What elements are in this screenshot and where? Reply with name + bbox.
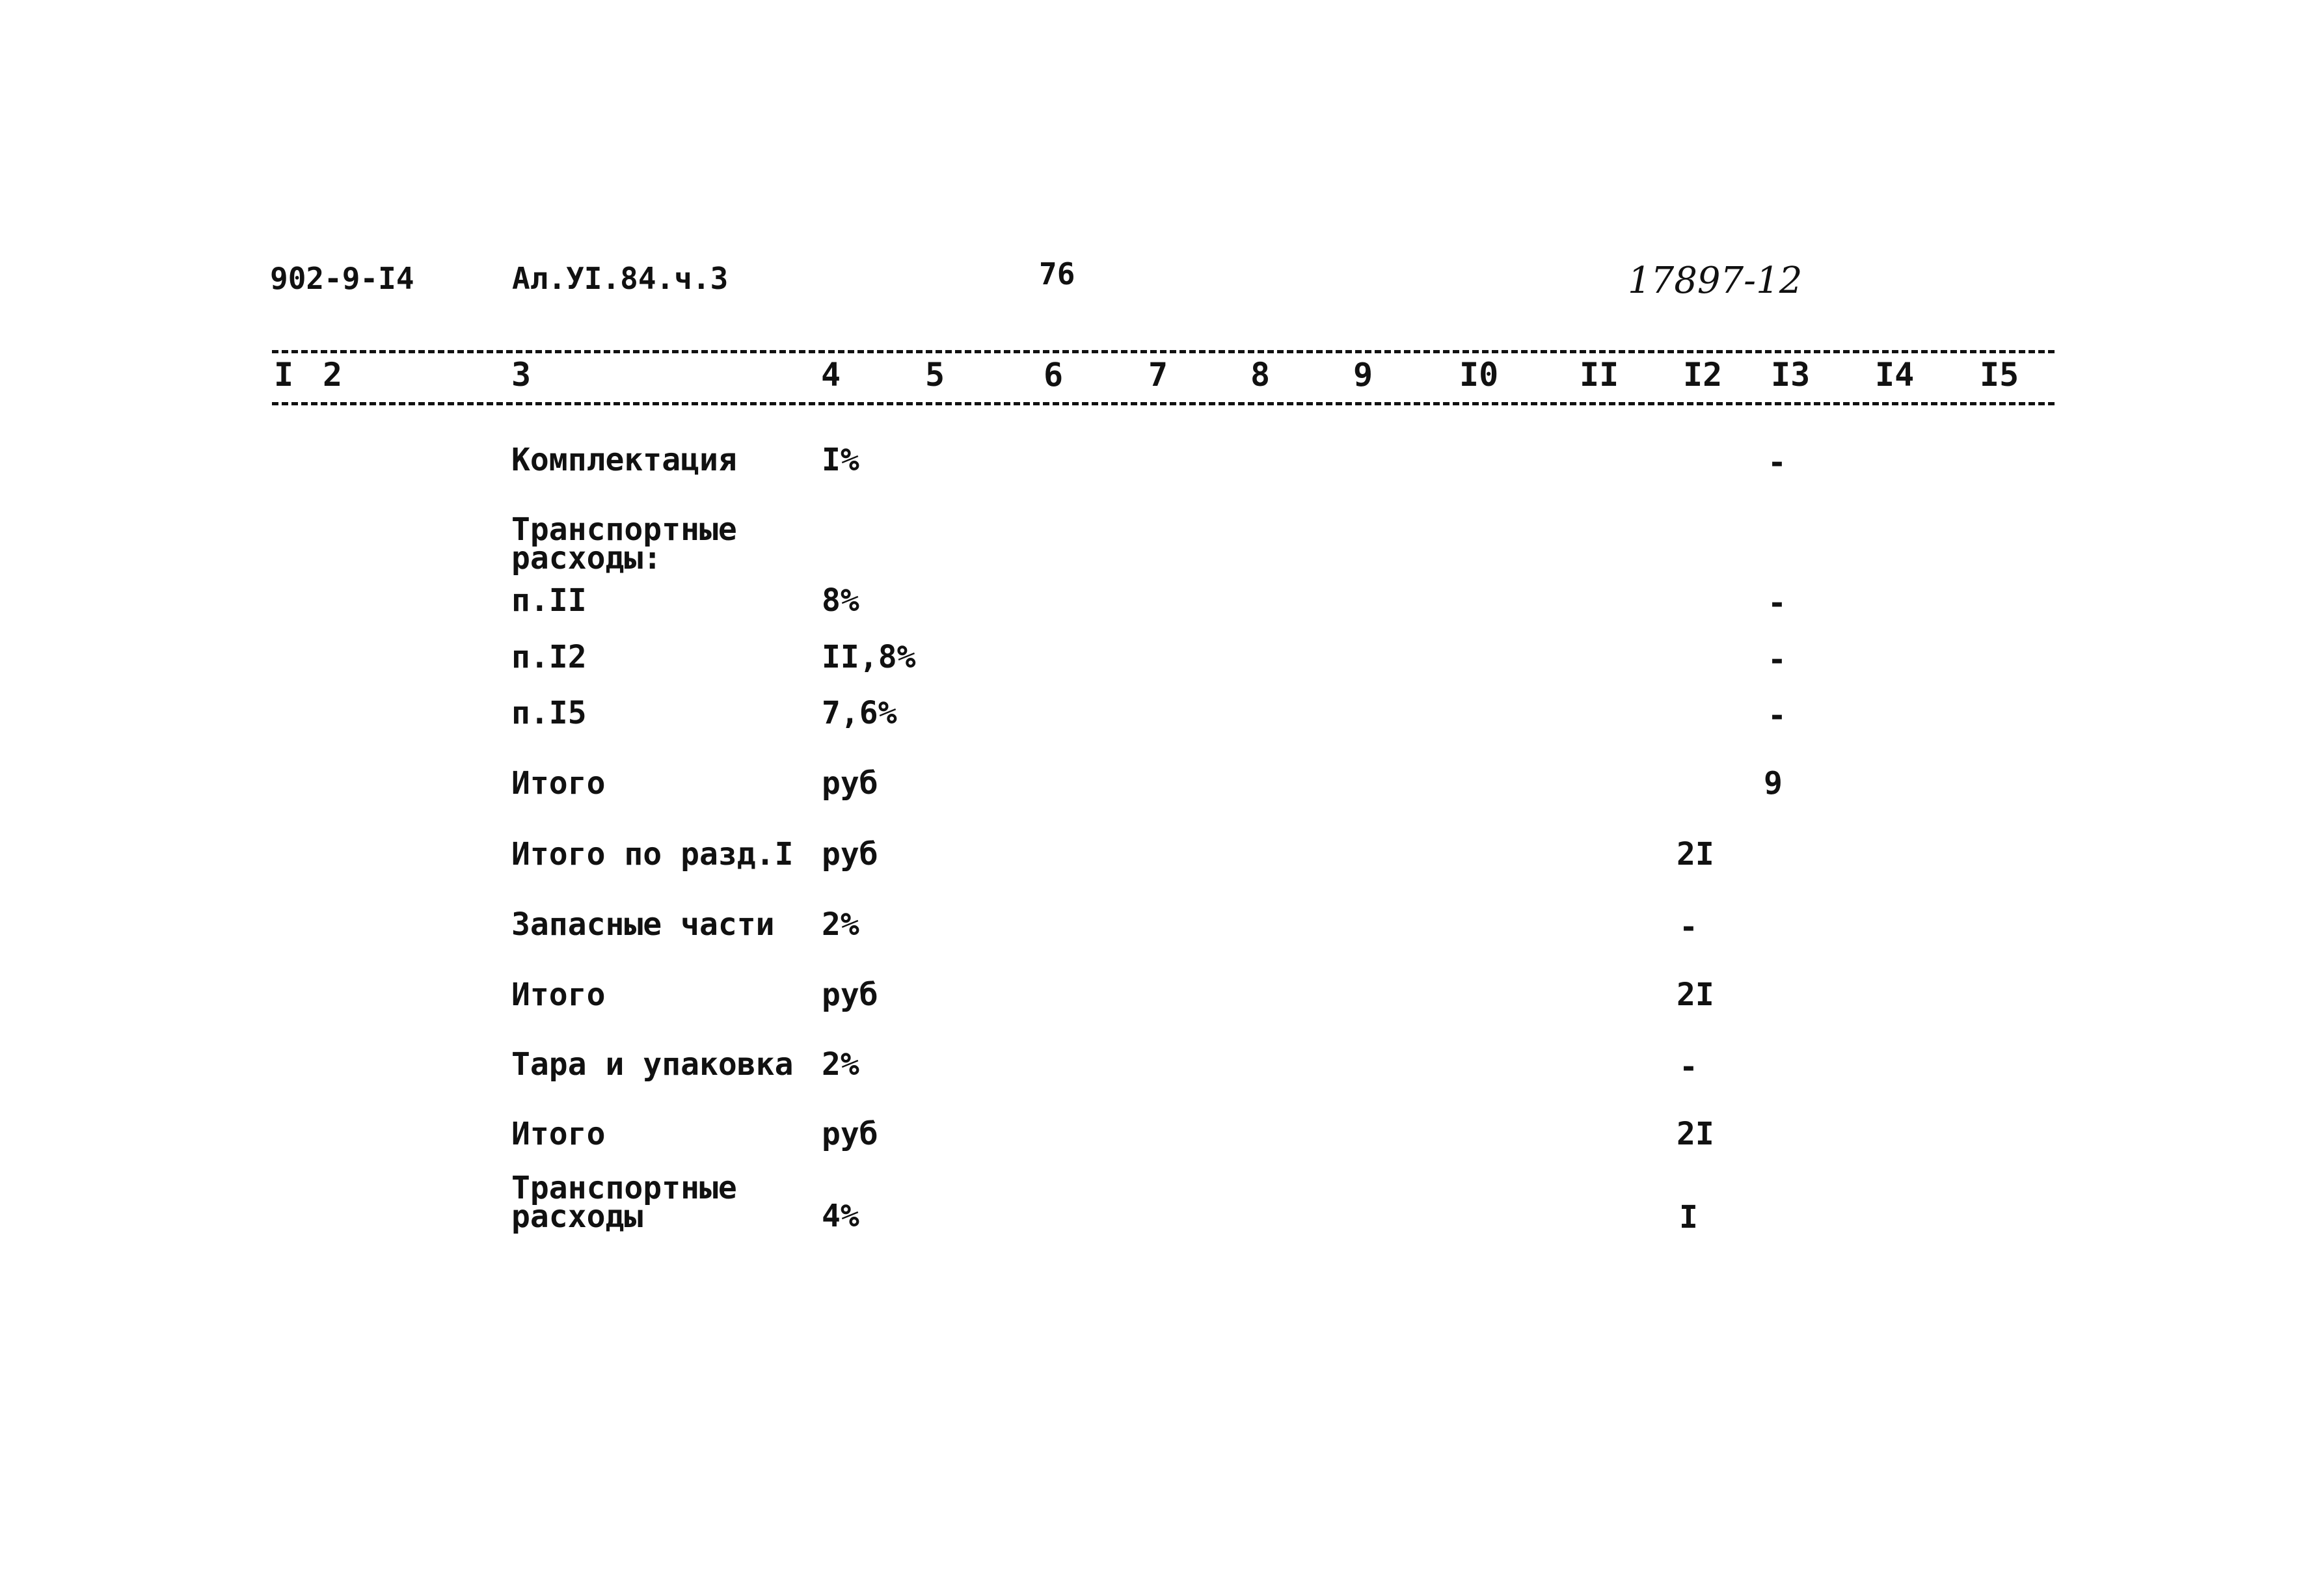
row-value: - [1679,1049,1698,1085]
row-unit: руб [822,836,878,872]
row-name: Транспортные расходы: [511,511,737,576]
row-name: Итого [511,765,606,802]
column-number: 7 [1148,356,1168,394]
column-number: II [1580,356,1619,394]
column-number: 3 [511,356,532,394]
row-unit: 2% [822,1046,859,1083]
row-unit: руб [822,977,878,1013]
column-number: 6 [1044,356,1064,394]
dashed-rule-top [272,350,2055,353]
row-name: п.I5 [511,695,587,731]
row-unit: 2% [822,906,859,943]
series-code: 902-9-I4 [270,261,414,296]
row-value: - [1768,585,1786,621]
row-name: п.II [511,582,587,619]
dashed-rule-bottom [272,402,2055,405]
row-name: Транспортные расходы [511,1170,737,1235]
row-name: Тара и упаковка [511,1046,794,1083]
row-unit: 4% [822,1198,859,1234]
row-value: - [1768,697,1786,734]
row-unit: руб [822,1116,878,1152]
row-unit: I% [822,442,859,478]
row-unit: руб [822,765,878,802]
column-number: I3 [1771,356,1811,394]
row-name: Запасные части [511,906,775,943]
document-number: 17897-12 [1628,260,1803,302]
column-number: I4 [1875,356,1915,394]
column-number: I [274,356,294,394]
column-number: I2 [1683,356,1723,394]
row-name: Итого [511,977,606,1013]
column-number: 9 [1353,356,1373,394]
row-unit: 8% [822,582,859,619]
row-name: п.I2 [511,639,587,675]
row-value: 9 [1764,765,1783,802]
album-code: Ал.УI.84.ч.3 [512,261,729,296]
column-number: 5 [925,356,945,394]
row-name: Комплектация [511,442,737,478]
row-unit: II,8% [822,639,916,675]
column-number: I5 [1980,356,2019,394]
row-value: 2I [1677,1116,1714,1152]
row-name: Итого [511,1116,606,1152]
row-value: 2I [1677,836,1714,872]
column-number: 4 [821,356,841,394]
row-value: - [1768,642,1786,678]
column-number: 8 [1250,356,1271,394]
row-value: - [1679,909,1698,945]
row-name: Итого по разд.I [511,836,794,872]
page-number: 76 [1039,256,1075,291]
column-number: I0 [1459,356,1499,394]
column-number: 2 [323,356,343,394]
row-value: 2I [1677,977,1714,1013]
row-unit: 7,6% [822,695,897,731]
row-value: - [1768,444,1786,481]
row-value: I [1679,1199,1698,1236]
